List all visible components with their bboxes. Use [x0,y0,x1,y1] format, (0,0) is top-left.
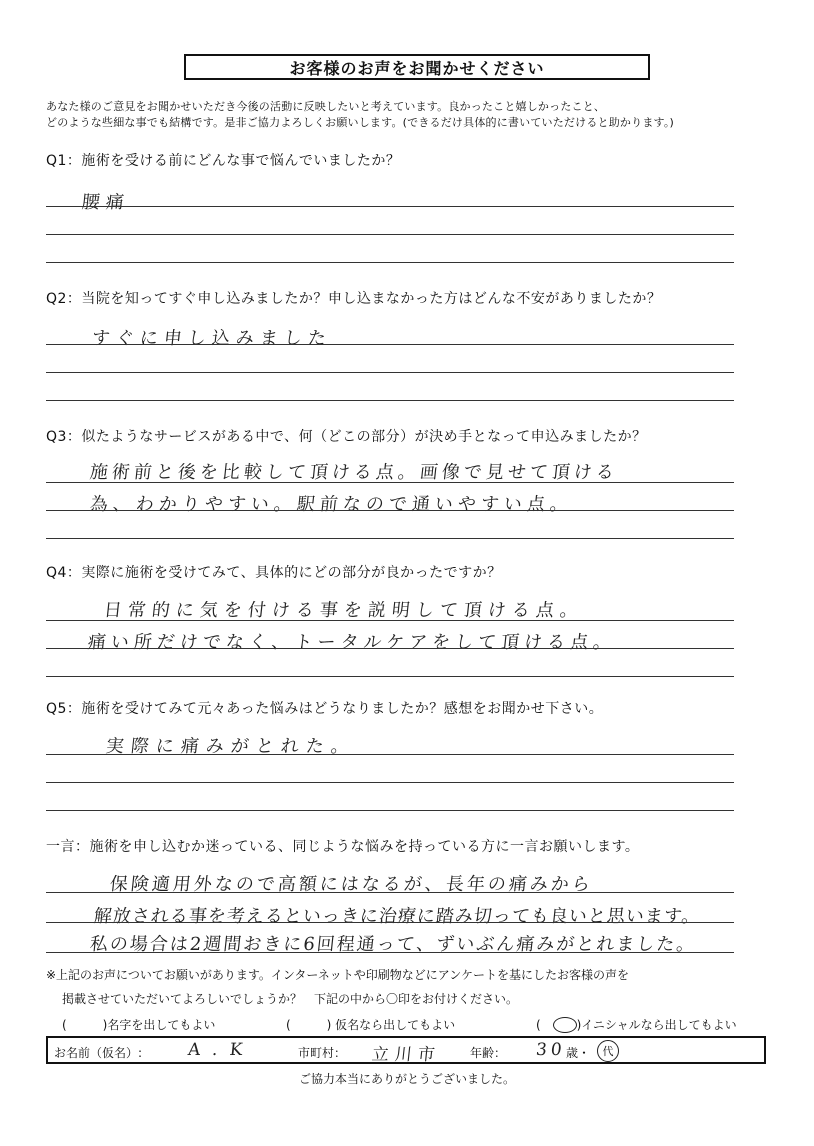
answer-line [46,810,734,811]
survey-title: お客様のお声をお聞かせください [184,54,650,80]
age-value: 30 [534,1040,567,1060]
answer-line [46,922,734,923]
answer-line [46,648,734,649]
answer-3-line-2: 為、わかりやすい。駅前なので通いやすい点。 [88,494,574,515]
answer-3-line-1: 施術前と後を比較して頂ける点。画像で見せて頂ける [88,462,619,483]
publish-note-line-2: 掲載させていただいてよろしいでしょうか？ 下記の中から〇印をお付けください。 [62,992,519,1006]
permission-option-surname[interactable]: ( )名字を出してもよい [62,1018,216,1032]
answer-line [46,262,734,263]
answer-line [46,510,734,511]
answer-line [46,538,734,539]
comment-line-2: 解放される事を考えるといっきに治療に踏み切っても良いと思います。 [92,906,702,927]
age-suffix: 歳・ [566,1046,591,1060]
answer-5-line-1: 実際に痛みがとれた。 [104,736,357,757]
city-label: 市町村： [298,1046,347,1060]
question-5: Q5：施術を受けてみて元々あった悩みはどうなりましたか？感想をお聞かせ下さい。 [46,701,604,717]
answer-line [46,234,734,235]
intro-line-2: どのような些細な事でも結構です。是非ご協力よろしくお願いします。(できるだけ具体的に書いていただけると助かります。) [46,116,675,129]
thanks-message: ご協力本当にありがとうございました。 [298,1072,515,1086]
question-4: Q4：実際に施術を受けてみて、具体的にどの部分が良かったですか？ [46,565,502,581]
answer-4-line-2: 痛い所だけでなく、トータルケアをして頂ける点。 [86,632,618,653]
answer-line [46,782,734,783]
age-label: 年齢： [470,1046,507,1060]
question-1: Q1：施術を受ける前にどんな事で悩んでいましたか？ [46,153,401,169]
answer-2-line-1: すぐに申し込みました [90,328,333,349]
name-label: お名前（仮名）: [54,1046,143,1060]
name-value: A.K [186,1040,256,1060]
question-2: Q2：当院を知ってすぐ申し込みましたか？申し込まなかった方はどんな不安がありましたか？ [46,291,662,307]
answer-line [46,482,734,483]
answer-line [46,620,734,621]
answer-line [46,676,734,677]
comment-line-3: 私の場合は2週間おきに6回程通って、ずいぶん痛みがとれました。 [88,934,698,955]
question-comment: 一言：施術を申し込むか迷っている、同じような悩みを持っている方に一言お願いします。 [46,839,640,855]
permission-option-initials[interactable]: ( )イニシャルなら出してもよい [536,1018,737,1032]
answer-line [46,206,734,207]
age-decade-circle: 代 [597,1040,619,1062]
intro-line-1: あなた様のご意見をお聞かせいただき今後の活動に反映したいと考えています。良かったこと嬉しかったこと、 [46,100,606,113]
permission-option-pseudonym[interactable]: ( ) 仮名なら出してもよい [286,1018,456,1032]
answer-4-line-1: 日常的に気を付ける事を説明して頂ける点。 [102,600,585,621]
answer-line [46,892,734,893]
city-value: 立川市 [370,1045,442,1065]
selected-circle-mark [553,1017,577,1033]
publish-note-line-1: ※上記のお声についてお願いがあります。インターネットや印刷物などにアンケートを基にしたお客様の声を [46,968,630,982]
question-3: Q3：似たようなサービスがある中で、何（どこの部分）が決め手となって申込みましたか？ [46,429,647,445]
answer-line [46,372,734,373]
answer-1-line-1: 腰痛 [80,192,131,213]
comment-line-1: 保険適用外なので高額にはなるが、長年の痛みから [108,874,594,895]
answer-line [46,952,734,953]
answer-line [46,344,734,345]
answer-line [46,754,734,755]
answer-line [46,400,734,401]
